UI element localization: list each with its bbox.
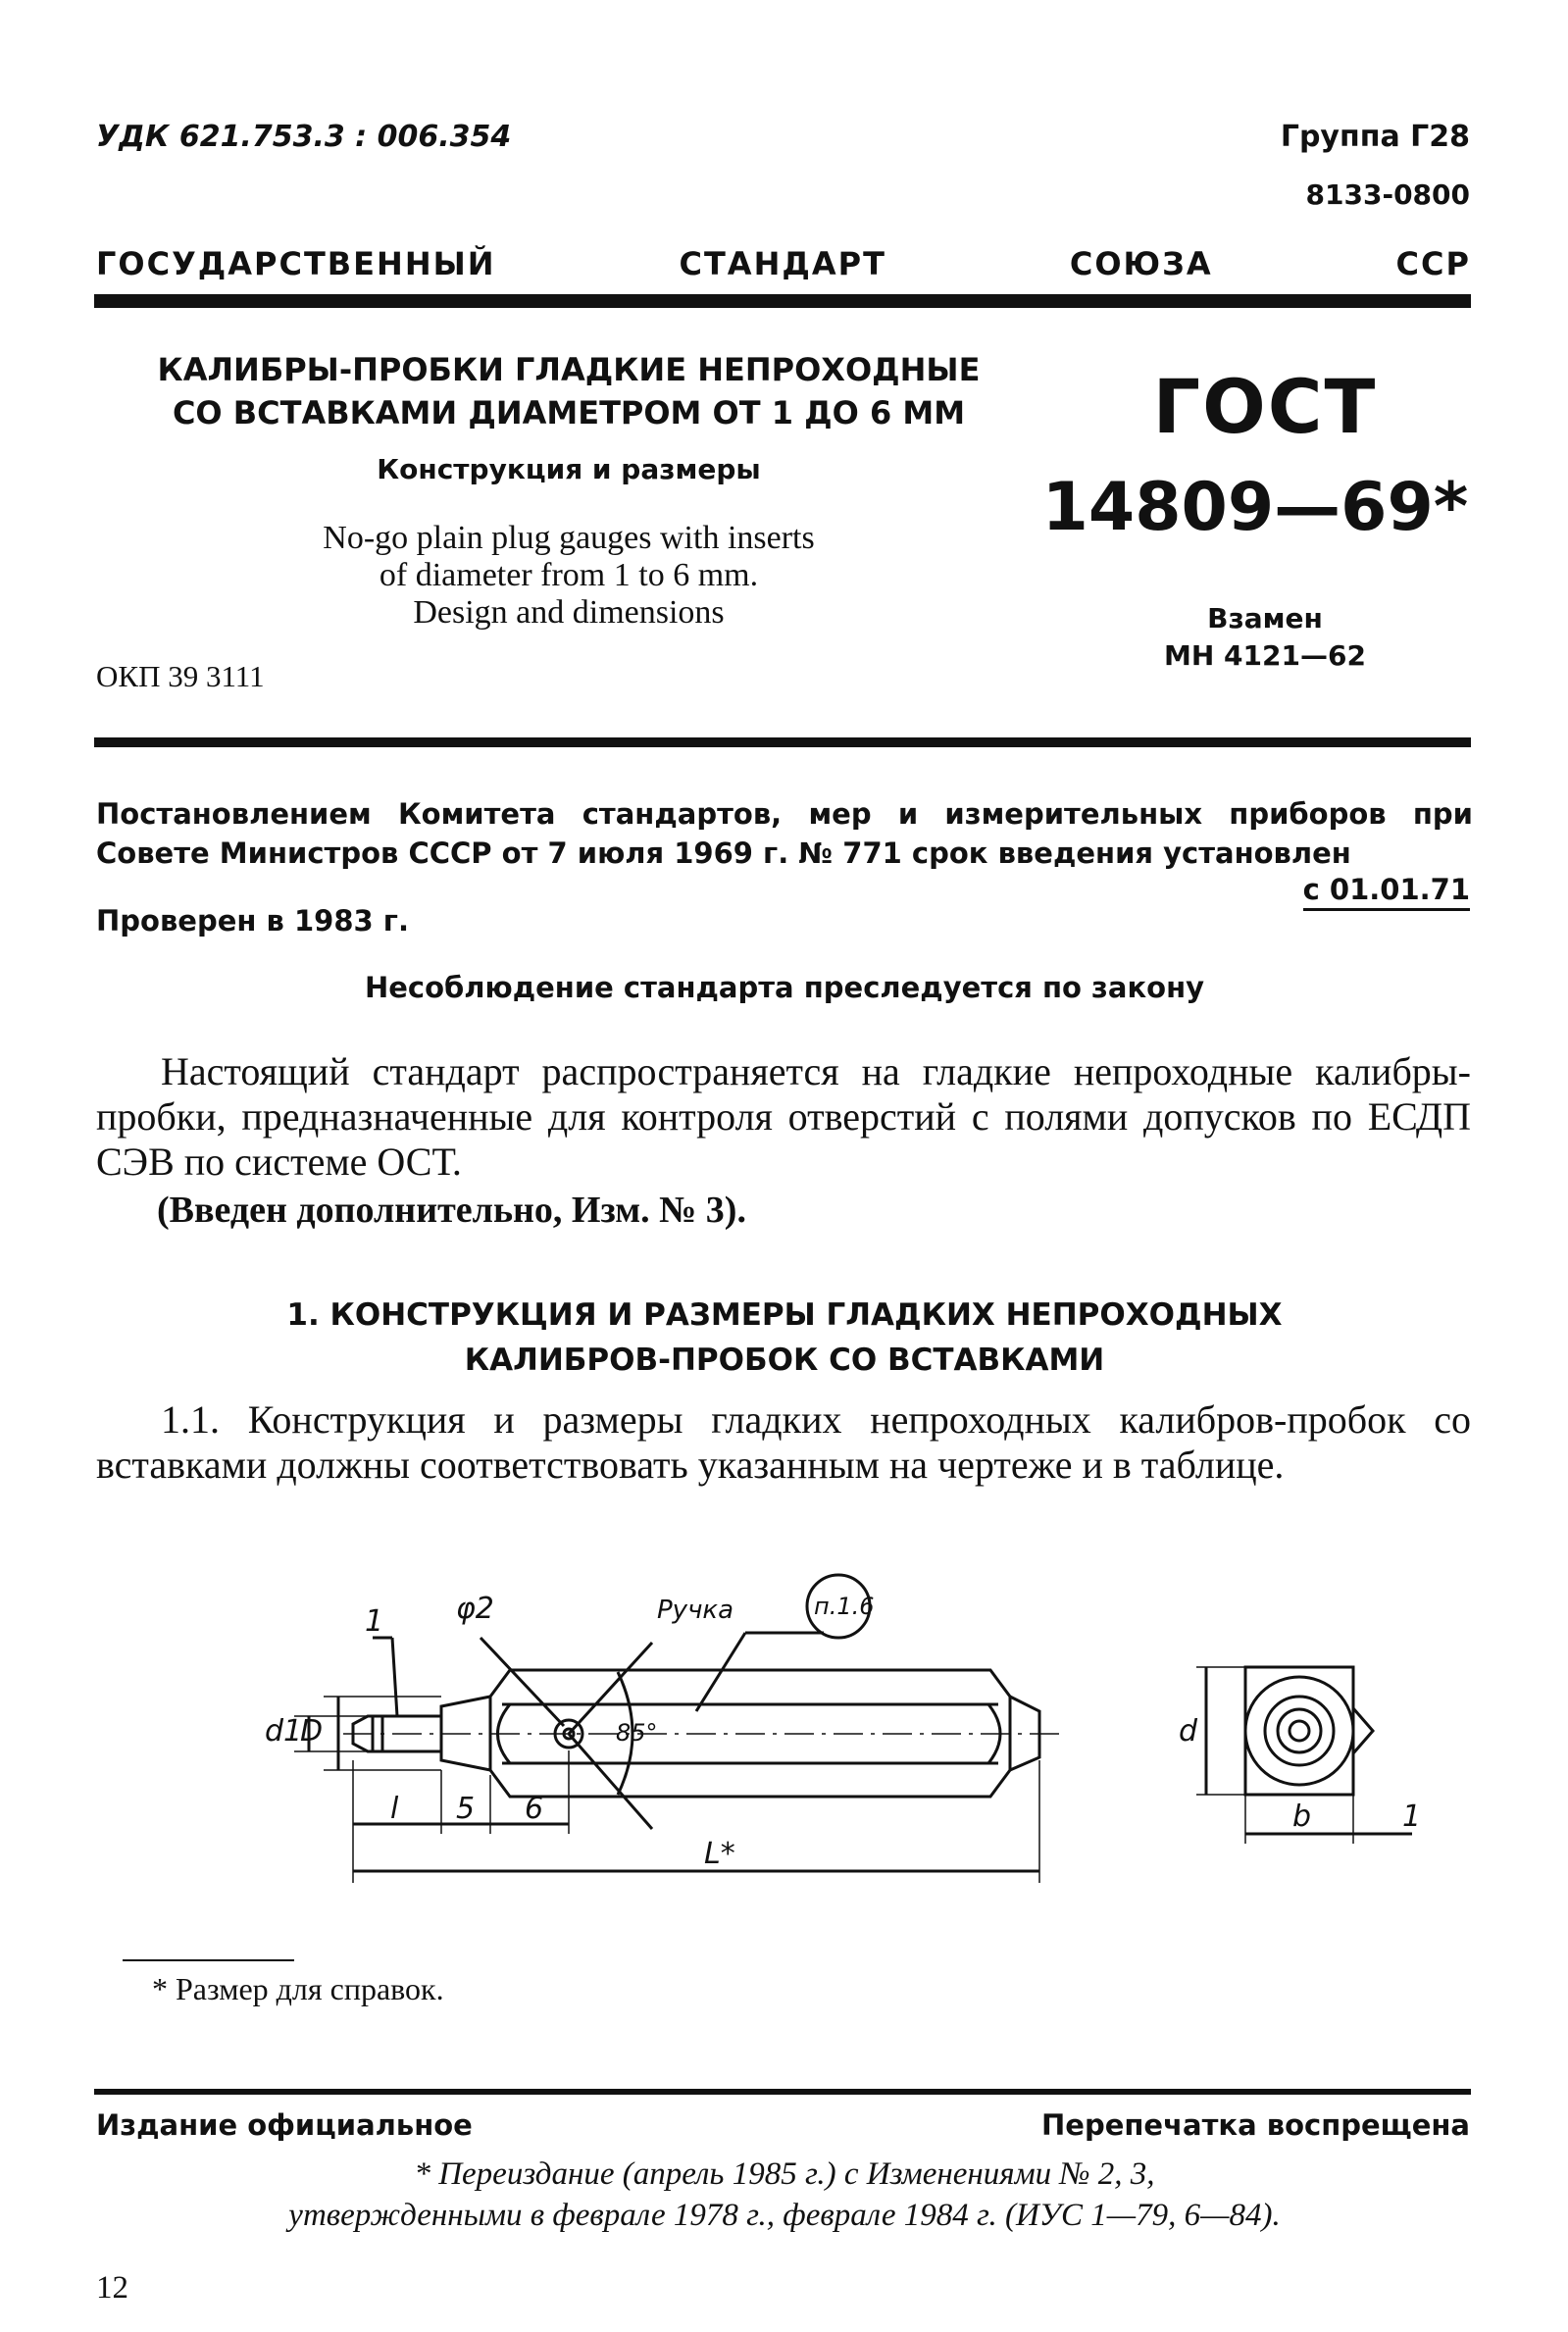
label-l: l: [390, 1792, 399, 1826]
replaces-block: [1059, 600, 1471, 675]
decree-effective-date: с 01.01.71: [1303, 873, 1470, 911]
gost-label: ГОСТ: [1152, 363, 1378, 450]
title-line: СО ВСТАВКАМИ ДИАМЕТРОМ ОТ 1 ДО 6 ММ: [172, 394, 966, 431]
label-side-1: 1: [1402, 1800, 1422, 1834]
state-standard-word: ГОСУДАРСТВЕННЫЙ: [96, 245, 496, 282]
paragraph-1-1: 1.1. Конструкция и размеры гладких непроходных калибров-пробок со вставками должны соответствовать указанным на чертеже и в таблице.: [96, 1397, 1471, 1487]
side-view-outer-circle: [1245, 1677, 1353, 1785]
leader-handle: [696, 1633, 745, 1711]
official-edition-label: Издание официальное: [96, 2108, 473, 2142]
label-angle: 85°: [616, 1719, 658, 1747]
label-handle: Ручка: [657, 1596, 734, 1625]
checked-year: Проверен в 1983 г.: [96, 904, 409, 938]
footnote-text: * Размер для справок.: [152, 1971, 444, 2006]
side-view-ring: [1290, 1721, 1309, 1741]
state-standard-heading: [96, 245, 1471, 282]
leader-1: [392, 1638, 397, 1716]
state-standard-word: СОЮЗА: [1069, 245, 1213, 282]
label-d: d: [1179, 1714, 1198, 1749]
subtitle-russian: Конструкция и размеры: [377, 453, 761, 485]
side-view-ring: [1278, 1709, 1321, 1752]
side-view-chamfer: [1353, 1708, 1373, 1753]
page-number: 12: [96, 2270, 128, 2306]
reprint-prohibited-label: Перепечатка воспрещена: [1041, 2108, 1470, 2142]
legal-warning: Несоблюдение стандарта преследуется по закону: [364, 971, 1205, 1004]
reissue-note: [96, 2154, 1473, 2236]
state-standard-word: ССР: [1395, 245, 1471, 282]
footnote-divider: [123, 1959, 294, 1961]
group-label: Группа Г28: [1280, 120, 1470, 154]
section-title-line: КАЛИБРОВ-ПРОБОК СО ВСТАВКАМИ: [464, 1343, 1105, 1378]
reissue-line: утвержденными в феврале 1978 г., феврале 1984 г. (ИУС 1—79, 6—84).: [288, 2198, 1281, 2233]
product-code: 8133-0800: [1305, 178, 1470, 211]
subtitle-en-line: Design and dimensions: [413, 594, 725, 631]
reissue-line: * Переиздание (апрель 1985 г.) с Изменениями № 2, 3,: [414, 2156, 1155, 2192]
technical-drawing: [147, 1540, 1471, 1932]
leader-phi2: [481, 1638, 564, 1726]
udk-code: УДК 621.753.3 : 006.354: [96, 120, 512, 154]
section-1-title: [96, 1293, 1473, 1383]
intro-paragraph: Настоящий стандарт распространяется на гладкие непроходные калибры-пробки, предназначенные для контроля отверстий с полями допусков по ЕСДП СЭВ по системе ОСТ.: [96, 1049, 1471, 1184]
label-d1: d1: [265, 1714, 303, 1749]
subtitle-english: [186, 520, 951, 632]
subtitle-en-line: No-go plain plug gauges with inserts: [323, 520, 815, 556]
label-ref: п.1.6: [814, 1593, 875, 1620]
bottom-rule-divider: [94, 2089, 1471, 2095]
replaces-value: МН 4121—62: [1164, 639, 1366, 672]
replaces-label: Взамен: [1207, 602, 1323, 634]
label-insert-1: 1: [365, 1604, 384, 1639]
side-view-square: [1245, 1667, 1353, 1795]
label-6: 6: [525, 1792, 544, 1826]
intro-amendment-note: (Введен дополнительно, Изм. № 3).: [157, 1190, 746, 1231]
document-title: [147, 348, 990, 434]
label-b: b: [1292, 1800, 1312, 1834]
label-L: L*: [704, 1837, 735, 1871]
subtitle-en-line: of diameter from 1 to 6 mm.: [379, 557, 759, 593]
side-view-ring: [1265, 1697, 1334, 1765]
decree-text: Постановлением Комитета стандартов, мер и измерительных приборов при Совете Министров СССР от 7 июля 1969 г. № 771 срок введения установлен: [96, 797, 1473, 870]
state-standard-word: СТАНДАРТ: [679, 245, 886, 282]
middle-rule-divider: [94, 737, 1471, 747]
gost-number: 14809—69*: [1041, 469, 1469, 546]
label-5: 5: [456, 1792, 476, 1826]
label-D: D: [300, 1714, 324, 1749]
title-line: КАЛИБРЫ-ПРОБКИ ГЛАДКИЕ НЕПРОХОДНЫЕ: [157, 351, 981, 388]
angle-ray-bottom: [569, 1734, 652, 1829]
label-phi2: φ2: [456, 1592, 494, 1626]
section-title-line: 1. КОНСТРУКЦИЯ И РАЗМЕРЫ ГЛАДКИХ НЕПРОХОДНЫХ: [286, 1297, 1283, 1333]
top-rule-divider: [94, 294, 1471, 308]
okp-code: ОКП 39 3111: [96, 659, 265, 693]
